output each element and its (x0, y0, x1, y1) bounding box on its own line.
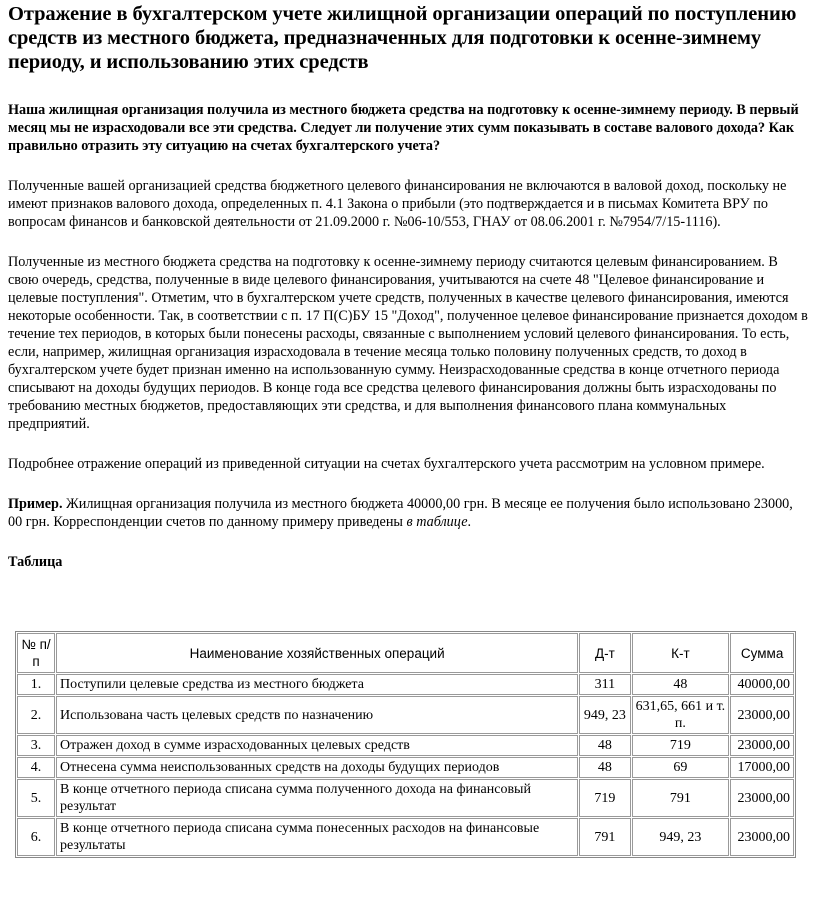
table-row (17, 818, 794, 856)
operations-table (15, 631, 796, 858)
header-credit: К-т (632, 633, 730, 673)
table-row (17, 757, 794, 778)
table-row (17, 696, 794, 734)
table-row (17, 779, 794, 817)
row-num: 2. (17, 696, 55, 734)
row-credit: 719 (632, 735, 730, 756)
page-title: Отражение в бухгалтерском учете жилищной организации операций по поступлению средств из местного бюджета, предназначенных для подготовки к осенне-зимнему периоду, и использованию этих средств (8, 3, 797, 73)
row-credit: 791 (632, 779, 730, 817)
header-num: № п/п (17, 633, 55, 673)
header-name: Наименование хозяйственных операций (56, 633, 578, 673)
row-debit: 48 (579, 735, 630, 756)
row-num: 3. (17, 735, 55, 756)
table-row (17, 674, 794, 695)
row-debit: 311 (579, 674, 630, 695)
example-text: Жилищная организация получила из местного бюджета 40000,00 грн. В месяце ее получения было использовано 23000, 00 грн. Корреспонденции счетов по данному примеру приведены (8, 496, 793, 530)
row-num: 4. (17, 757, 55, 778)
row-num: 1. (17, 674, 55, 695)
row-credit: 48 (632, 674, 730, 695)
table-label: Таблица (8, 554, 63, 570)
example-end: . (467, 514, 472, 530)
row-sum: 40000,00 (730, 674, 794, 695)
row-sum: 23000,00 (730, 779, 794, 817)
row-num: 5. (17, 779, 55, 817)
row-credit: 631,65, 661 и т. п. (632, 696, 730, 734)
row-name: В конце отчетного периода списана сумма полученного дохода на финансовый результат (56, 779, 578, 817)
row-name: Отнесена сумма неиспользованных средств на доходы будущих периодов (56, 757, 578, 778)
row-sum: 23000,00 (730, 818, 794, 856)
question-text: Наша жилищная организация получила из местного бюджета средства на подготовку к осенне-зимнему периоду. В первый месяц мы не израсходовали все эти средства. Следует ли получение этих сумм показывать в составе валового дохода? Как правильно отразить эту ситуацию на счетах бухгалтерского учета? (8, 102, 799, 154)
paragraph-3: Подробнее отражение операций из приведенной ситуации на счетах бухгалтерского учета рассмотрим на условном примере. (8, 456, 765, 472)
row-name: Использована часть целевых средств по назначению (56, 696, 578, 734)
example-table-ref: в таблице (406, 514, 468, 530)
row-name: Поступили целевые средства из местного бюджета (56, 674, 578, 695)
row-sum: 23000,00 (730, 696, 794, 734)
row-num: 6. (17, 818, 55, 856)
row-sum: 17000,00 (730, 757, 794, 778)
row-debit: 949, 23 (579, 696, 630, 734)
row-credit: 69 (632, 757, 730, 778)
row-debit: 791 (579, 818, 630, 856)
row-name: Отражен доход в сумме израсходованных целевых средств (56, 735, 578, 756)
document-page (8, 2, 808, 571)
paragraph-1: Полученные вашей организацией средства бюджетного целевого финансирования не включаются в валовой доход, поскольку не имеют признаков валового дохода, определенных п. 4.1 Закона о прибыли (это подтверждается и в письмах Комитета ВРУ по вопросам финансов и банковской деятельности от 21.09.2000 г. №06-10/553, ГНАУ от 08.06.2001 г. №7954/7/15-1116). (8, 178, 787, 230)
header-sum: Сумма (730, 633, 794, 673)
row-debit: 48 (579, 757, 630, 778)
table-header-row (17, 633, 794, 673)
example-label: Пример. (8, 496, 63, 512)
header-debit: Д-т (579, 633, 630, 673)
row-name: В конце отчетного периода списана сумма понесенных расходов на финансовые результаты (56, 818, 578, 856)
table-row (17, 735, 794, 756)
row-credit: 949, 23 (632, 818, 730, 856)
example-paragraph (8, 495, 808, 531)
paragraph-2: Полученные из местного бюджета средства на подготовку к осенне-зимнему периоду считаются целевым финансированием. В свою очередь, средства, полученные в виде целевого финансирования, учитываются на счете 48 "Целевое финансирование и целевые поступления". Отметим, что в бухгалтерском учете средств, полученных в качестве целевого финансирования, имеются некоторые особенности. Так, в соответствии с п. 17 П(С)БУ 15 "Доход", полученное целевое финансирование признается доходом в течение тех периодов, в которых были понесены расходы, связанные с выполнением условий целевого финансирования. То есть, если, например, жилищная организация израсходовала в течение месяца только половину полученных средств, то доход в бухгалтерском учете будет признан именно на использованную сумму. Неизрасходованные средства в конце отчетного периода списывают на доходы будущих периодов. В конце года все средства целевого финансирования должны быть израсходованы по требованию местных бюджетов, предоставляющих эти средства, и для выполнения финансового плана коммунальных предприятий. (8, 254, 808, 432)
row-debit: 719 (579, 779, 630, 817)
row-sum: 23000,00 (730, 735, 794, 756)
